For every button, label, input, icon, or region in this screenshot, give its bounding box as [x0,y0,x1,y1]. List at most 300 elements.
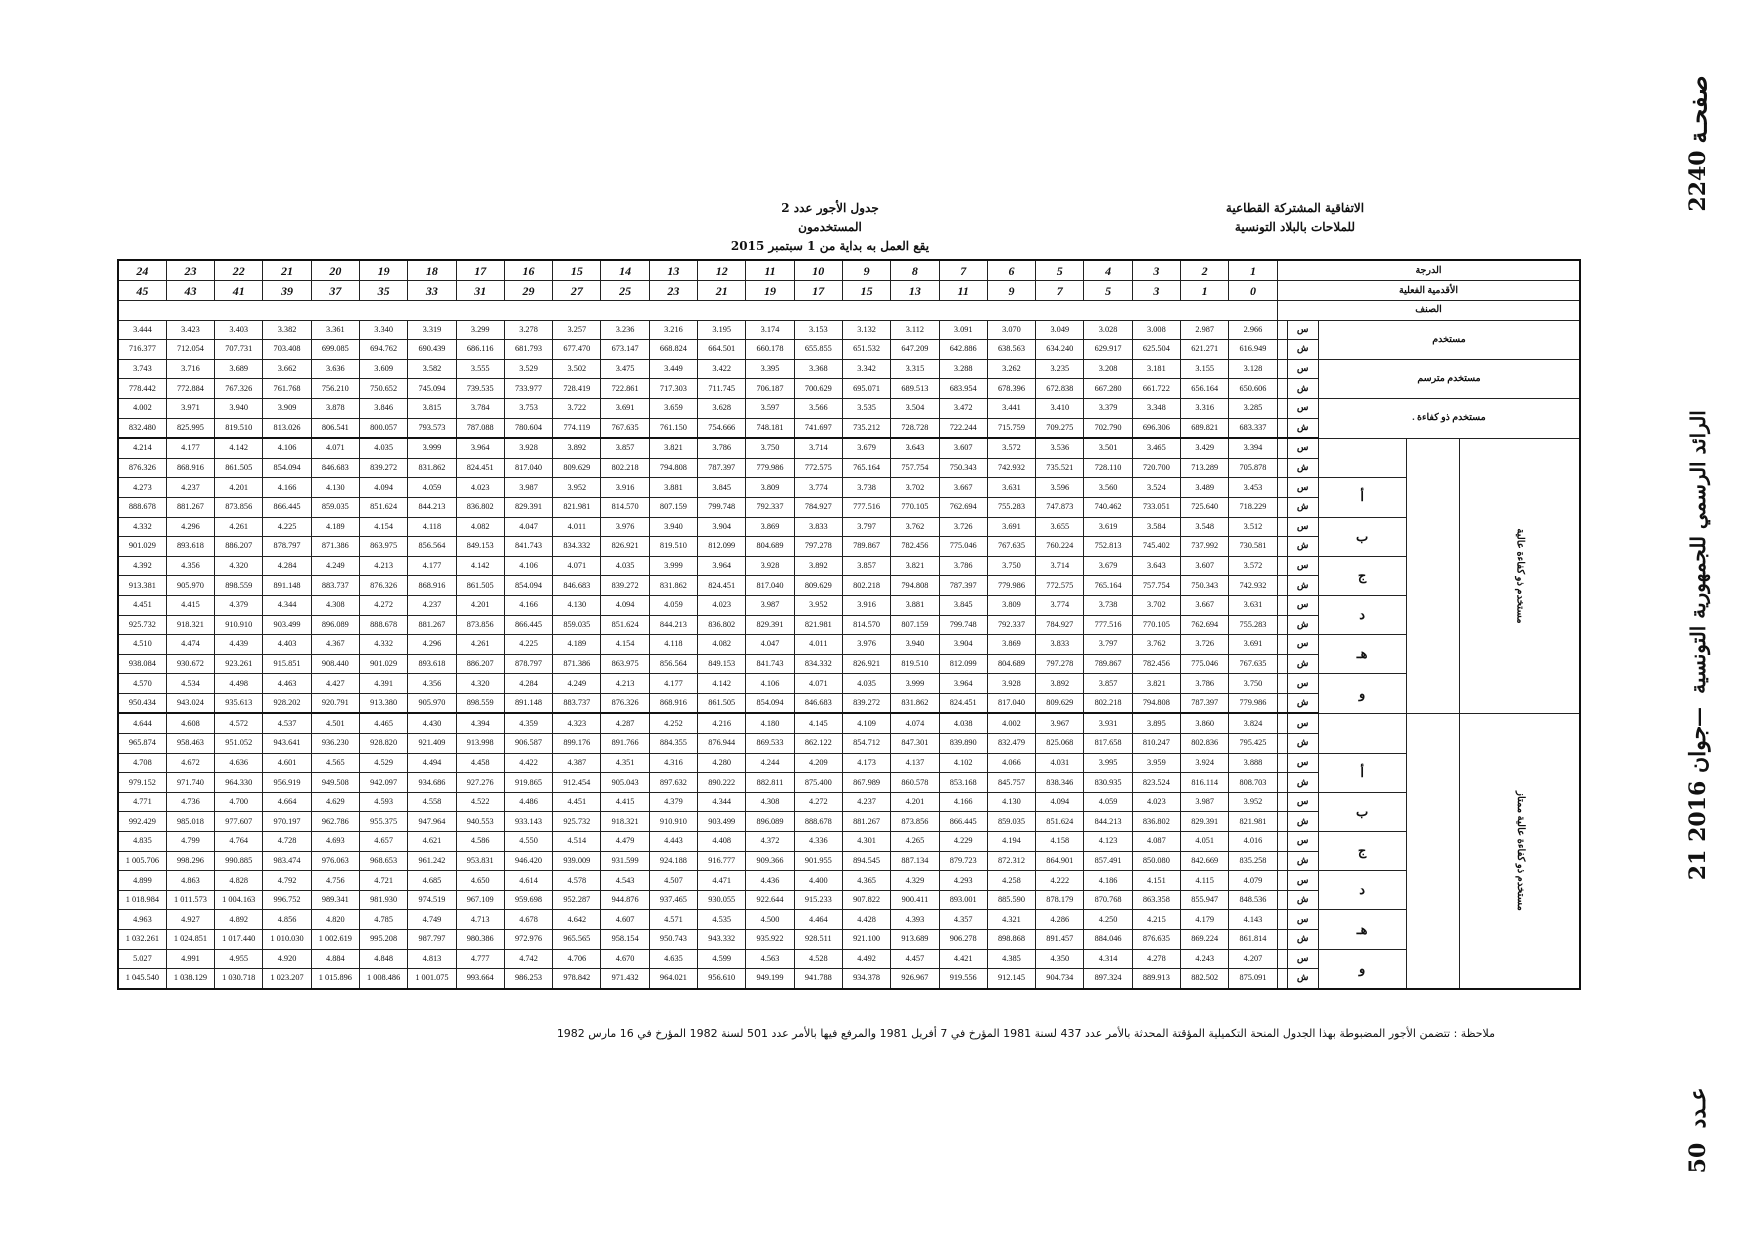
table-cell: 913.380 [359,693,407,713]
table-cell: 859.035 [553,615,601,635]
table-cell: 4.142 [215,438,263,458]
abbr-s: س [1287,320,1318,340]
table-cell: 3.679 [1084,556,1132,576]
table-cell: 2.966 [1229,320,1277,340]
table-cell: 4.522 [456,792,504,812]
table-cell: 3.857 [842,556,890,576]
table-cell: 3.860 [1181,713,1229,733]
table-cell: 3.379 [1084,398,1132,418]
table-cell: 728.728 [891,418,939,438]
table-cell: 4.415 [601,792,649,812]
table-cell: 838.346 [1036,773,1084,793]
table-cell: 971.740 [166,773,214,793]
table-cell: 3.916 [842,595,890,615]
table-cell: 854.094 [746,693,794,713]
category-name: ب [1318,517,1406,556]
abbr-sh: ش [1287,576,1318,596]
table-cell: 4.123 [1084,832,1132,852]
table-cell: 4.514 [553,832,601,852]
grade-number: 4 [1084,260,1132,281]
table-cell: 861.505 [215,458,263,478]
table-cell: 767.635 [987,537,1035,557]
table-cell: 958.463 [166,734,214,754]
table-cell: 4.286 [1036,910,1084,930]
table-cell: 3.743 [118,359,166,379]
table-cell: 3.904 [698,517,746,537]
table-cell: 4.201 [215,478,263,498]
table-cell: 855.947 [1181,890,1229,910]
table-cell: 943.641 [263,734,311,754]
table-cell: 4.820 [311,910,359,930]
table-cell: 4.066 [987,753,1035,773]
table-cell: 4.177 [408,556,456,576]
points-row [118,320,1580,340]
table-cell: 1 024.851 [166,930,214,950]
seniority-years: 35 [359,281,407,301]
table-cell: 951.052 [215,734,263,754]
table-cell: 660.178 [746,340,794,360]
table-cell: 4.047 [504,517,552,537]
grade-number: 12 [698,260,746,281]
table-cell: 3.195 [698,320,746,340]
table-cell: 913.998 [456,734,504,754]
table-cell: 4.565 [311,753,359,773]
table-cell: 981.930 [359,890,407,910]
table-cell: 3.181 [1132,359,1180,379]
table-cell: 3.423 [166,320,214,340]
table-cell: 3.512 [1229,517,1277,537]
table-cell: 4.391 [359,674,407,694]
table-cell: 4.308 [311,595,359,615]
table-cell: 787.397 [939,576,987,596]
table-cell: 3.504 [891,398,939,418]
table-cell: 3.750 [746,438,794,458]
table-cell: 4.047 [746,635,794,655]
table-cell: 4.142 [698,674,746,694]
table-cell: 4.094 [601,595,649,615]
table-cell: 4.177 [649,674,697,694]
table-cell: 906.587 [504,734,552,754]
table-cell: 1 011.573 [166,890,214,910]
table-cell: 756.210 [311,379,359,399]
table-cell: 889.913 [1132,969,1180,989]
table-cell: 4.621 [408,832,456,852]
table-cell: 3.952 [794,595,842,615]
table-cell: 909.366 [746,851,794,871]
spacer-cell [1277,478,1287,498]
points-row [118,674,1580,694]
table-cell: 4.332 [118,517,166,537]
table-cell: 4.109 [842,713,890,733]
table-cell: 4.059 [1084,792,1132,812]
table-cell: 986.253 [504,969,552,989]
table-cell: 935.922 [746,930,794,950]
spacer-cell [1277,693,1287,713]
abbr-sh: ش [1287,418,1318,438]
table-cell: 799.748 [698,497,746,517]
table-cell: 3.786 [698,438,746,458]
table-cell: 901.029 [118,537,166,557]
table-cell: 4.451 [553,792,601,812]
table-cell: 3.881 [649,478,697,498]
category-name: و [1318,674,1406,714]
points-row [118,438,1580,458]
table-cell: 784.927 [794,497,842,517]
table-cell: 3.702 [1132,595,1180,615]
table-cell: 3.155 [1181,359,1229,379]
table-cell: 3.631 [1229,595,1277,615]
table-cell: 794.808 [649,458,697,478]
table-cell: 952.287 [553,890,601,910]
table-cell: 757.754 [891,458,939,478]
table-cell: 4.186 [1084,871,1132,891]
table-cell: 3.403 [215,320,263,340]
table-cell: 742.932 [1229,576,1277,596]
table-cell: 4.629 [311,792,359,812]
table-cell: 4.356 [166,556,214,576]
table-cell: 830.935 [1084,773,1132,793]
table-cell: 812.099 [698,537,746,557]
table-cell: 3.750 [1229,674,1277,694]
table-cell: 956.610 [698,969,746,989]
table-cell: 4.035 [842,674,890,694]
table-cell: 694.762 [359,340,407,360]
table-cell: 770.105 [891,497,939,517]
table-cell: 794.808 [891,576,939,596]
table-cell: 3.845 [939,595,987,615]
table-cell: 817.658 [1084,734,1132,754]
table-cell: 4.535 [698,910,746,930]
table-cell: 699.085 [311,340,359,360]
group-label [1459,713,1580,988]
table-cell: 3.797 [842,517,890,537]
table-cell: 3.236 [601,320,649,340]
table-cell: 1 032.261 [118,930,166,950]
table-cell: 4.599 [698,949,746,969]
table-cell: 4.082 [698,635,746,655]
table-cell: 4.777 [456,949,504,969]
spacer-cell [1277,654,1287,674]
table-cell: 4.237 [408,595,456,615]
table-cell: 851.624 [1036,812,1084,832]
table-cell: 807.159 [649,497,697,517]
side-running-header [1658,0,1738,1240]
grade-number: 7 [939,260,987,281]
table-cell: 3.909 [263,398,311,418]
table-cell: 3.959 [1132,753,1180,773]
table-cell: 3.315 [891,359,939,379]
category-name: هـ [1318,910,1406,949]
table-cell: 4.357 [939,910,987,930]
spacer-cell [1277,595,1287,615]
table-cell: 794.808 [1132,693,1180,713]
spacer-cell [1277,734,1287,754]
table-cell: 3.667 [939,478,987,498]
table-cell: 878.179 [1036,890,1084,910]
abbr-s: س [1287,949,1318,969]
table-cell: 992.429 [118,812,166,832]
table-cell: 3.995 [1084,753,1132,773]
table-cell: 4.087 [1132,832,1180,852]
points-row [118,595,1580,615]
table-cell: 893.001 [939,890,987,910]
table-cell: 3.931 [1084,713,1132,733]
table-cell: 4.074 [891,713,939,733]
table-cell: 3.112 [891,320,939,340]
table-cell: 789.867 [842,537,890,557]
category-name: مستخدم ذو كفاءة . [1318,398,1580,438]
table-cell: 4.189 [311,517,359,537]
table-cell: 870.768 [1084,890,1132,910]
table-cell: 4.635 [649,949,697,969]
points-row [118,910,1580,930]
table-subtitle: المستخدمون [798,220,862,234]
table-cell: 876.326 [601,693,649,713]
table-cell: 4.320 [456,674,504,694]
table-cell: 4.287 [601,713,649,733]
table-cell: 1 023.207 [263,969,311,989]
table-cell: 1 005.706 [118,851,166,871]
table-cell: 1 004.163 [215,890,263,910]
table-cell: 4.201 [456,595,504,615]
table-cell: 673.147 [601,340,649,360]
table-cell: 3.453 [1229,478,1277,498]
table-cell: 3.833 [1036,635,1084,655]
table-cell: 853.168 [939,773,987,793]
table-cell: 3.833 [794,517,842,537]
table-cell: 762.694 [939,497,987,517]
table-cell: 916.777 [698,851,746,871]
table-cell: 4.002 [118,398,166,418]
agreement-line-1: الاتفاقية المشتركة القطاعية [1225,201,1365,215]
table-cell: 4.213 [359,556,407,576]
grade-number: 19 [359,260,407,281]
table-cell: 733.977 [504,379,552,399]
journal-name: الرائد الرسمي للجمهورية التونسية [1686,410,1710,694]
table-cell: 897.324 [1084,969,1132,989]
table-cell: 761.150 [649,418,697,438]
table-cell: 3.857 [1084,674,1132,694]
table-cell: 935.613 [215,693,263,713]
grade-number: 23 [166,260,214,281]
table-cell: 928.511 [794,930,842,950]
table-cell: 3.278 [504,320,552,340]
table-cell: 4.071 [553,556,601,576]
table-cell: 4.403 [263,635,311,655]
table-cell: 3.535 [842,398,890,418]
table-cell: 884.046 [1084,930,1132,950]
table-cell: 4.265 [891,832,939,852]
table-cell: 3.619 [1084,517,1132,537]
table-cell: 974.519 [408,890,456,910]
table-cell: 881.267 [408,615,456,635]
abbr-sh: ش [1287,812,1318,832]
table-cell: 3.753 [504,398,552,418]
table-cell: 893.618 [408,654,456,674]
grade-number: 16 [504,260,552,281]
table-cell: 3.444 [118,320,166,340]
table-cell: 3.878 [311,398,359,418]
table-cell: 730.581 [1229,537,1277,557]
table-cell: 4.486 [504,792,552,812]
table-cell: 3.738 [842,478,890,498]
table-cell: 4.250 [1084,910,1132,930]
table-cell: 3.846 [359,398,407,418]
issue-date: 21 جوان 2016 [1685,725,1711,881]
table-cell: 989.341 [311,890,359,910]
table-cell: 3.285 [1229,398,1277,418]
salary-table [117,259,1581,990]
table-cell: 4.115 [1181,871,1229,891]
table-cell: 4.143 [1229,910,1277,930]
table-cell: 3.786 [1181,674,1229,694]
table-cell: 733.051 [1132,497,1180,517]
grade-number: 22 [215,260,263,281]
table-cell: 4.550 [504,832,552,852]
table-cell: 4.510 [118,635,166,655]
abbr-sh: ش [1287,615,1318,635]
table-cell: 3.738 [1084,595,1132,615]
table-cell: 722.244 [939,418,987,438]
table-cell: 4.708 [118,753,166,773]
table-cell: 667.280 [1084,379,1132,399]
category-name: و [1318,949,1406,989]
table-cell: 5.027 [118,949,166,969]
table-cell: 906.278 [939,930,987,950]
table-cell: 750.343 [939,458,987,478]
table-cell: 4.154 [359,517,407,537]
table-cell: 3.987 [746,595,794,615]
grade-number: 9 [842,260,890,281]
seniority-years: 25 [601,281,649,301]
table-cell: 4.706 [553,949,601,969]
table-cell: 4.892 [215,910,263,930]
table-cell: 4.593 [359,792,407,812]
table-cell: 772.884 [166,379,214,399]
points-row [118,359,1580,379]
table-cell: 4.422 [504,753,552,773]
table-cell: 4.308 [746,792,794,812]
seniority-years: 31 [456,281,504,301]
abbr-sh: ش [1287,773,1318,793]
table-cell: 971.432 [601,969,649,989]
table-cell: 3.643 [1132,556,1180,576]
table-cell: 940.553 [456,812,504,832]
table-cell: 3.762 [1132,635,1180,655]
issue-label: عـدد [1685,1087,1711,1129]
table-cell: 4.991 [166,949,214,969]
table-cell: 3.691 [601,398,649,418]
table-cell: 4.387 [553,753,601,773]
table-cell: 4.543 [601,871,649,891]
table-cell: 778.442 [118,379,166,399]
table-cell: 656.164 [1181,379,1229,399]
spacer-cell [1277,418,1287,438]
table-cell: 809.629 [1036,693,1084,713]
table-cell: 4.209 [794,753,842,773]
table-cell: 872.312 [987,851,1035,871]
table-cell: 4.106 [746,674,794,694]
table-cell: 878.797 [263,537,311,557]
abbr-s: س [1287,674,1318,694]
table-cell: 3.976 [842,635,890,655]
table-cell: 985.018 [166,812,214,832]
table-cell: 3.999 [408,438,456,458]
table-cell: 964.021 [649,969,697,989]
table-cell: 4.059 [649,595,697,615]
table-cell: 3.987 [504,478,552,498]
table-cell: 978.842 [553,969,601,989]
table-cell: 4.293 [939,871,987,891]
table-cell: 904.734 [1036,969,1084,989]
table-cell: 4.721 [359,871,407,891]
table-cell: 634.240 [1036,340,1084,360]
table-cell: 4.685 [408,871,456,891]
table-cell: 4.693 [311,832,359,852]
table-cell: 3.128 [1229,359,1277,379]
table-cell: 3.216 [649,320,697,340]
table-cell: 947.964 [408,812,456,832]
seniority-years: 45 [118,281,166,301]
table-cell: 879.723 [939,851,987,871]
table-cell: 655.855 [794,340,842,360]
table-cell: 919.865 [504,773,552,793]
table-cell: 4.145 [794,713,842,733]
table-cell: 4.194 [987,832,1035,852]
table-cell: 750.343 [1181,576,1229,596]
table-cell: 866.445 [939,812,987,832]
table-cell: 3.091 [939,320,987,340]
table-cell: 3.472 [939,398,987,418]
table-cell: 4.071 [794,674,842,694]
table-cell: 4.296 [166,517,214,537]
table-cell: 3.716 [166,359,214,379]
table-cell: 702.790 [1084,418,1132,438]
table-cell: 804.689 [987,654,1035,674]
table-cell: 3.987 [1181,792,1229,812]
abbr-s: س [1287,713,1318,733]
table-cell: 4.927 [166,910,214,930]
table-cell: 4.249 [553,674,601,694]
table-cell: 4.272 [359,595,407,615]
table-cell: 839.890 [939,734,987,754]
table-cell: 4.863 [166,871,214,891]
table-cell: 4.365 [842,871,890,891]
table-cell: 3.049 [1036,320,1084,340]
spacer-cell [1406,713,1459,988]
abbr-sh: ش [1287,890,1318,910]
table-cell: 871.386 [311,537,359,557]
table-cell: 809.629 [794,576,842,596]
grade-number: 10 [794,260,842,281]
category-name [1318,713,1406,753]
abbr-s: س [1287,517,1318,537]
table-cell: 841.743 [504,537,552,557]
spacer-cell [1277,398,1287,418]
table-cell: 844.213 [408,497,456,517]
table-cell: 825.995 [166,418,214,438]
table-cell: 779.986 [746,458,794,478]
table-cell: 3.288 [939,359,987,379]
table-cell: 742.932 [987,458,1035,478]
table-cell: 4.657 [359,832,407,852]
table-cell: 4.215 [1132,910,1180,930]
table-cell: 3.888 [1229,753,1277,773]
table-cell: 943.024 [166,693,214,713]
table-cell: 958.154 [601,930,649,950]
table-cell: 826.921 [842,654,890,674]
table-cell: 3.299 [456,320,504,340]
